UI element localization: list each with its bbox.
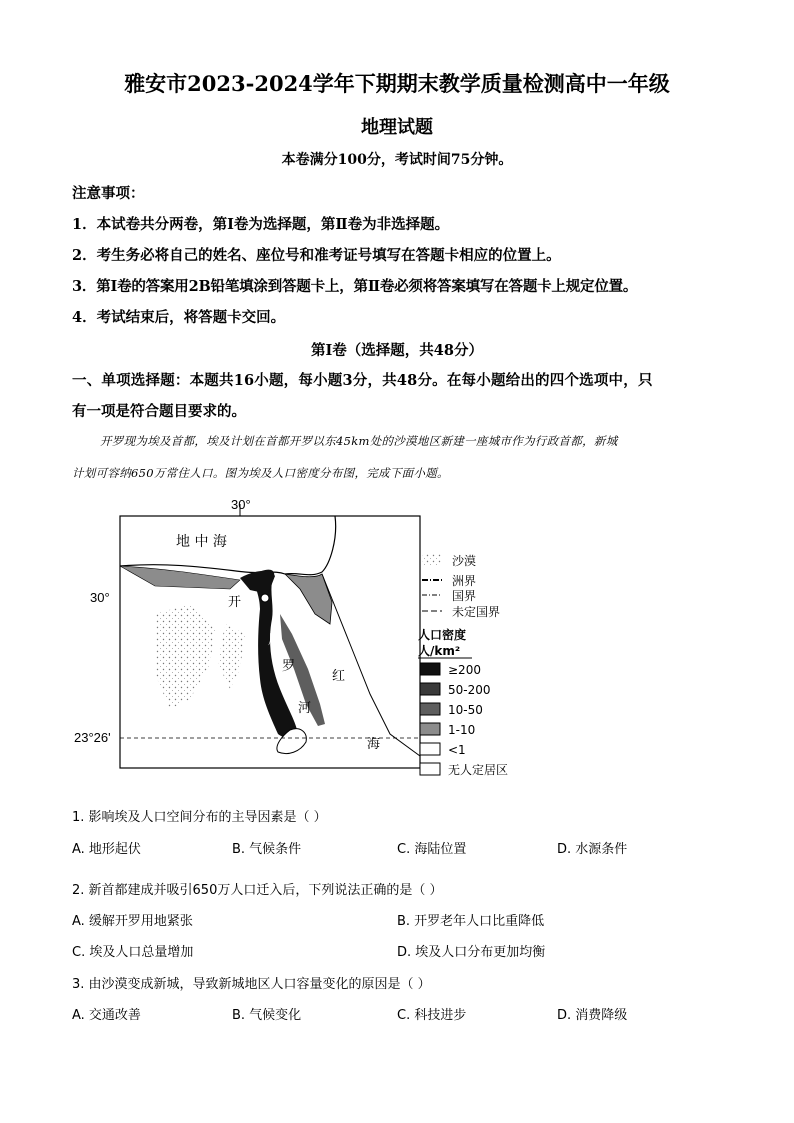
legend-label: 未定国界 [452,605,501,619]
legend-label: 1-10 [448,723,476,737]
density-swatch [420,743,440,755]
latitude-label: 30° [90,590,110,605]
section-title: 第Ⅰ卷（选择题，共48分） [311,342,483,359]
section-instruction: 有一项是符合题目要求的。 [72,403,246,420]
passage-line: 开罗现为埃及首都，埃及计划在首都开罗以东45km处的沙漠地区新建一座城市作为行政首都，新城 [100,434,618,448]
option[interactable]: B. 气候变化 [232,1008,302,1023]
map-legend [418,553,508,777]
score-note: 本卷满分100分，考试时间75分钟。 [281,152,513,168]
red-sea-label: 海 [367,737,381,752]
subject-title: 地理试题 [361,117,433,138]
city-label: 开 [228,595,242,610]
desert-swatch [422,554,442,566]
notice-item: 4．考试结束后，将答题卡交回。 [72,309,286,326]
uninhabited-swatch [420,763,440,775]
river-label: 河 [298,701,312,716]
density-swatch [420,663,440,675]
option[interactable]: C. 海陆位置 [397,842,467,857]
legend-title: 人口密度 [418,628,467,642]
notice-item: 1．本试卷共分两卷，第Ⅰ卷为选择题，第Ⅱ卷为非选择题。 [72,216,450,233]
river-label: 尼 [268,633,282,648]
question-stem: 3. 由沙漠变成新城，导致新城地区人口容量变化的原因是（ ） [72,977,431,992]
notice-item: 2．考生务必将自己的姓名、座位号和准考证号填写在答题卡相应的位置上。 [72,247,561,264]
egypt-population-density-map [60,494,530,784]
density-swatch [420,683,440,695]
legend-label: 沙漠 [452,554,477,568]
legend-label: 50-200 [448,683,491,697]
question-stem: 2. 新首都建成并吸引650万人口迁入后，下列说法正确的是（ ） [72,883,443,898]
legend-label: 洲界 [452,574,477,588]
section-instruction: 一、单项选择题：本题共16小题，每小题3分，共48分。在每小题给出的四个选项中，只 [72,372,653,389]
legend-unit: 人/km² [418,644,461,658]
river-label: 罗 [282,659,296,674]
legend-label: ≥200 [448,663,481,677]
option[interactable]: C. 埃及人口总量增加 [72,945,194,960]
notice-item: 3．第Ⅰ卷的答案用2B铅笔填涂到答题卡上，第Ⅱ卷必须将答案填写在答题卡上规定位置。 [72,278,638,295]
option[interactable]: A. 缓解开罗用地紧张 [72,914,193,929]
option[interactable]: B. 气候条件 [232,842,302,857]
option[interactable]: A. 交通改善 [72,1008,141,1023]
legend-label: 国界 [452,589,477,603]
exam-title: 雅安市2023-2024学年下期期末教学质量检测高中一年级 [124,71,670,96]
longitude-label: 30° [231,497,251,512]
option[interactable]: D. 埃及人口分布更加均衡 [397,945,546,960]
passage-line: 计划可容纳650万常住人口。图为埃及人口密度分布图，完成下面小题。 [72,466,449,480]
tropic-label: 23°26' [74,730,111,745]
option[interactable]: D. 消费降级 [557,1008,628,1023]
question-stem: 1. 影响埃及人口空间分布的主导因素是（ ） [72,810,327,825]
option[interactable]: D. 水源条件 [557,842,628,857]
red-sea-label: 红 [332,669,346,684]
option[interactable]: C. 科技进步 [397,1008,467,1023]
legend-label: 无人定居区 [448,763,509,777]
notice-heading: 注意事项： [72,185,145,202]
density-swatch [420,723,440,735]
legend-label: 10-50 [448,703,483,717]
cairo-marker [261,594,269,602]
option[interactable]: B. 开罗老年人口比重降低 [397,914,545,929]
density-swatch [420,703,440,715]
sea-label: 地 中 海 [176,534,227,550]
legend-label: <1 [448,743,466,757]
option[interactable]: A. 地形起伏 [72,842,141,857]
